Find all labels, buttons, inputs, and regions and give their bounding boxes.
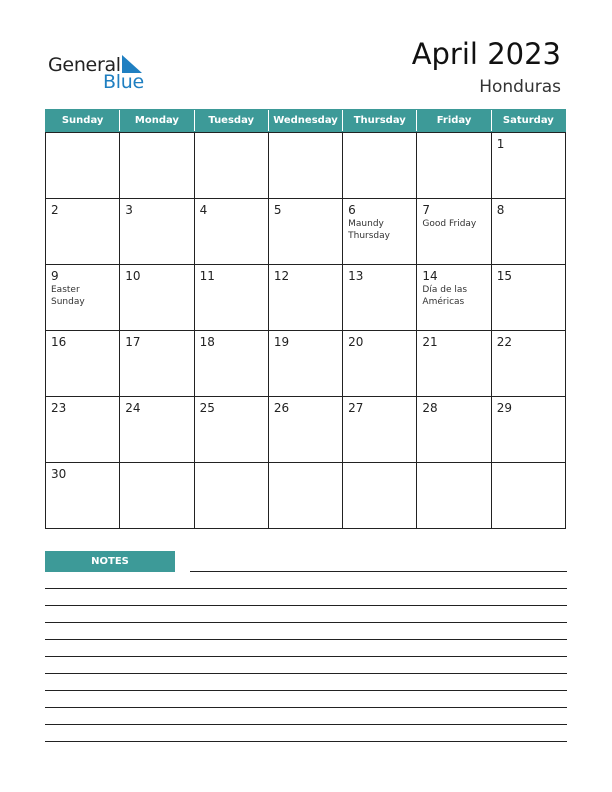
- weekday-tuesday: Tuesday: [195, 110, 269, 131]
- note-line: [45, 639, 567, 640]
- day-number: 9: [51, 269, 59, 283]
- general-blue-logo: [48, 52, 148, 92]
- holiday-label: Easter Sunday: [51, 285, 85, 307]
- day-cell-2: [46, 199, 120, 265]
- note-line: [45, 690, 567, 691]
- weekday-wednesday: Wednesday: [269, 110, 343, 131]
- weekday-header: [45, 109, 566, 132]
- note-line: [45, 707, 567, 708]
- day-cell-13: [343, 265, 417, 331]
- empty-day-cell: [343, 463, 417, 529]
- day-cell-7: [417, 199, 491, 265]
- weekday-friday: Friday: [417, 110, 491, 131]
- day-number: 15: [496, 269, 512, 283]
- logo-text-blue: Blue: [103, 71, 144, 93]
- day-number: 3: [125, 203, 133, 217]
- day-cell-20: [343, 331, 417, 397]
- day-number: 5: [273, 203, 282, 217]
- day-cell-23: [46, 397, 120, 463]
- day-number: 30: [51, 467, 67, 481]
- day-number: 22: [496, 335, 512, 349]
- day-cell-14: [417, 265, 491, 331]
- note-line: [45, 656, 567, 657]
- day-cell-21: [417, 331, 491, 397]
- day-number: 11: [199, 269, 215, 283]
- day-cell-3: [120, 199, 194, 265]
- day-cell-28: [417, 397, 491, 463]
- day-number: 24: [125, 401, 141, 415]
- empty-day-cell: [417, 133, 491, 199]
- day-number: 14: [422, 269, 438, 283]
- day-cell-18: [195, 331, 269, 397]
- day-number: 1: [496, 137, 505, 151]
- day-number: 19: [273, 335, 290, 349]
- day-cell-11: [195, 265, 269, 331]
- note-line: [45, 673, 567, 674]
- note-line: [45, 588, 567, 589]
- note-line: [45, 724, 567, 725]
- day-cell-16: [46, 331, 120, 397]
- day-number: 26: [273, 401, 290, 415]
- logo-text-general: General: [48, 54, 121, 76]
- day-grid: [45, 132, 566, 529]
- weekday-sunday: Sunday: [46, 110, 120, 131]
- day-number: 17: [125, 335, 141, 349]
- empty-day-cell: [120, 463, 194, 529]
- day-cell-9: [46, 265, 120, 331]
- day-cell-26: [269, 397, 343, 463]
- day-number: 8: [496, 203, 505, 217]
- day-cell-10: [120, 265, 194, 331]
- day-cell-17: [120, 331, 194, 397]
- day-cell-1: [492, 133, 566, 199]
- day-number: 12: [273, 269, 290, 283]
- holiday-label: Día de las Américas: [422, 285, 468, 307]
- day-number: 13: [348, 269, 364, 283]
- note-line: [190, 571, 567, 572]
- empty-day-cell: [269, 463, 343, 529]
- day-number: 7: [422, 203, 431, 217]
- day-cell-5: [269, 199, 343, 265]
- day-cell-4: [195, 199, 269, 265]
- empty-day-cell: [120, 133, 194, 199]
- day-cell-24: [120, 397, 194, 463]
- holiday-label: Good Friday: [422, 219, 477, 229]
- day-number: 25: [199, 401, 215, 415]
- day-cell-22: [492, 331, 566, 397]
- day-number: 27: [348, 401, 364, 415]
- empty-day-cell: [492, 463, 566, 529]
- weekday-monday: Monday: [120, 110, 194, 131]
- day-number: 4: [199, 203, 208, 217]
- notes-label: NOTES: [45, 551, 175, 572]
- day-cell-15: [492, 265, 566, 331]
- day-number: 6: [348, 203, 356, 217]
- day-cell-6: [343, 199, 417, 265]
- empty-day-cell: [417, 463, 491, 529]
- page-title: April 2023: [411, 37, 561, 71]
- day-cell-29: [492, 397, 566, 463]
- day-number: 18: [199, 335, 215, 349]
- note-line: [45, 605, 567, 606]
- note-line: [45, 741, 567, 742]
- month-calendar: [45, 109, 566, 529]
- day-number: 29: [496, 401, 512, 415]
- day-cell-19: [269, 331, 343, 397]
- day-cell-8: [492, 199, 566, 265]
- empty-day-cell: [269, 133, 343, 199]
- day-number: 21: [422, 335, 438, 349]
- day-number: 2: [51, 203, 59, 217]
- day-number: 16: [51, 335, 67, 349]
- weekday-thursday: Thursday: [343, 110, 417, 131]
- empty-day-cell: [343, 133, 417, 199]
- weekday-saturday: Saturday: [502, 115, 554, 126]
- empty-day-cell: [46, 133, 120, 199]
- day-cell-30: [46, 463, 120, 529]
- day-number: 23: [51, 401, 67, 415]
- day-cell-25: [195, 397, 269, 463]
- day-number: 28: [422, 401, 438, 415]
- day-cell-12: [269, 265, 343, 331]
- day-number: 20: [348, 335, 364, 349]
- country-name: Honduras: [479, 77, 561, 97]
- note-line: [45, 622, 567, 623]
- day-cell-27: [343, 397, 417, 463]
- holiday-label: Maundy Thursday: [348, 219, 390, 241]
- empty-day-cell: [195, 463, 269, 529]
- empty-day-cell: [195, 133, 269, 199]
- day-number: 10: [125, 269, 141, 283]
